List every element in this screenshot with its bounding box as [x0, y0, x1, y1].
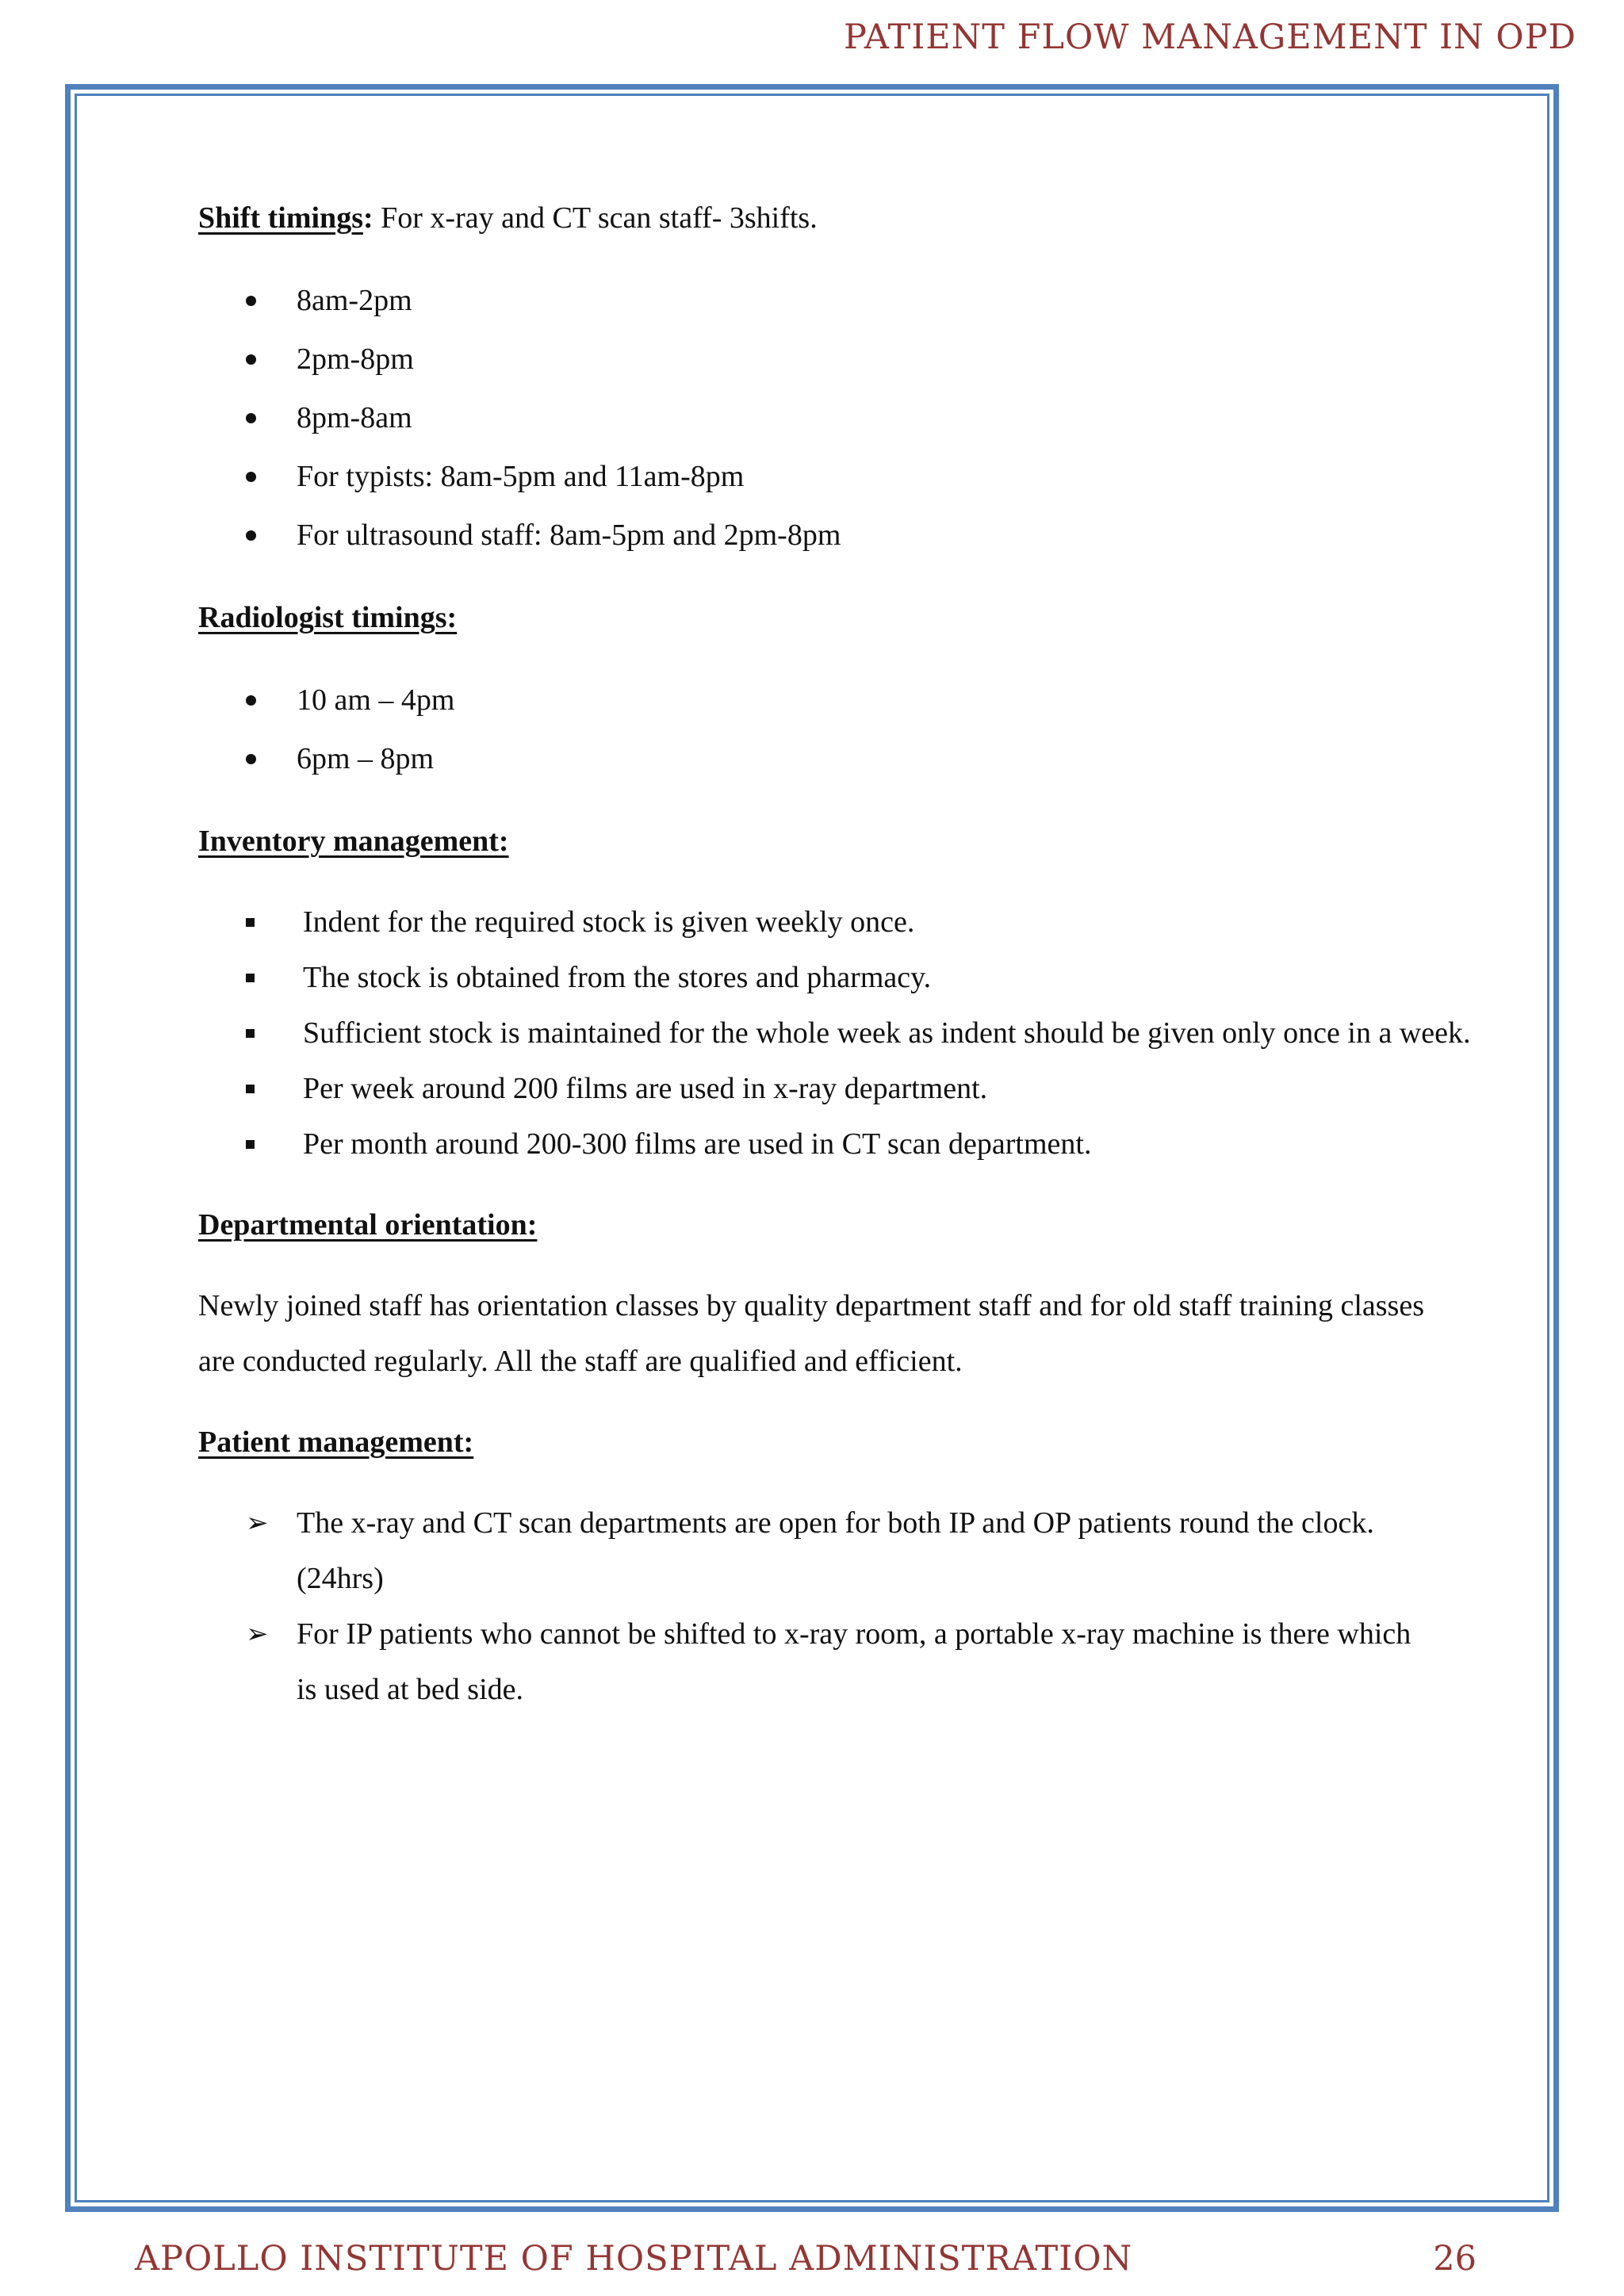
- list-item: Per week around 200 films are used in x-ray department.: [198, 1061, 1499, 1116]
- orientation-paragraph: Newly joined staff has orientation classes by quality department staff and for old staff training classes are conducted regularly. All the staff are qualified and efficient.: [198, 1289, 1424, 1378]
- bullet-square-icon: [246, 1005, 278, 1061]
- orientation-heading-line: [198, 1197, 1499, 1253]
- bullet-dot-icon: [246, 271, 278, 330]
- bullet-dot-icon: [246, 506, 278, 564]
- list-item: ➢ For IP patients who cannot be shifted to x-ray room, a portable x-ray machine is there which is used at bed side.: [198, 1606, 1419, 1717]
- list-item: For typists: 8am-5pm and 11am-8pm: [198, 447, 1499, 506]
- bullet-square-icon: [246, 950, 278, 1005]
- shift-timings-line: [198, 190, 1499, 246]
- bullet-square-icon: [246, 1061, 278, 1116]
- departmental-orientation-heading: Departmental orientation:: [198, 1208, 538, 1242]
- patient-management-list: [198, 1495, 1419, 1717]
- bullet-dot-icon: [246, 671, 278, 729]
- bullet-dot-icon: [246, 729, 278, 788]
- page-number: 26: [1433, 2239, 1477, 2279]
- bullet-square-icon: [246, 894, 278, 950]
- list-item: Per month around 200-300 films are used in CT scan department.: [198, 1116, 1499, 1172]
- arrow-bullet-icon: ➢: [246, 1507, 269, 1539]
- shift-timings-list: [198, 271, 1499, 564]
- patient-management-heading-line: [198, 1414, 1499, 1470]
- list-item: 2pm-8pm: [198, 330, 1499, 388]
- page-content: [198, 190, 1499, 1743]
- list-item: Indent for the required stock is given weekly once.: [198, 894, 1499, 950]
- bullet-dot-icon: [246, 388, 278, 447]
- bullet-dot-icon: [246, 330, 278, 388]
- bullet-dot-icon: [246, 447, 278, 506]
- shift-timings-intro: For x-ray and CT scan staff- 3shifts.: [381, 201, 818, 235]
- inventory-management-heading: Inventory management:: [198, 825, 509, 858]
- list-item: 6pm – 8pm: [198, 729, 1499, 788]
- list-item: ➢ The x-ray and CT scan departments are open for both IP and OP patients round the clock.(24hrs): [198, 1495, 1419, 1606]
- bullet-square-icon: [246, 1116, 278, 1172]
- running-header: PATIENT FLOW MANAGEMENT IN OPD: [843, 17, 1576, 57]
- list-item: 8am-2pm: [198, 271, 1499, 330]
- radiologist-timings-heading-line: [198, 590, 1499, 645]
- list-item: 10 am – 4pm: [198, 671, 1499, 729]
- list-item: For ultrasound staff: 8am-5pm and 2pm-8pm: [198, 506, 1499, 564]
- list-item: Sufficient stock is maintained for the whole week as indent should be given only once in a week.: [198, 1005, 1499, 1061]
- list-item: The stock is obtained from the stores and pharmacy.: [198, 950, 1499, 1005]
- patient-management-heading: Patient management:: [198, 1425, 474, 1459]
- shift-timings-colon: :: [362, 201, 373, 235]
- list-item: 8pm-8am: [198, 388, 1499, 447]
- running-footer: APOLLO INSTITUTE OF HOSPITAL ADMINISTRATION: [135, 2239, 1133, 2279]
- radiologist-timings-list: [198, 671, 1499, 788]
- inventory-list: [198, 894, 1499, 1172]
- shift-timings-heading: Shift timings: [198, 201, 363, 235]
- arrow-bullet-icon: ➢: [246, 1618, 269, 1650]
- inventory-heading-line: [198, 813, 1499, 869]
- radiologist-timings-heading: Radiologist timings:: [198, 601, 458, 634]
